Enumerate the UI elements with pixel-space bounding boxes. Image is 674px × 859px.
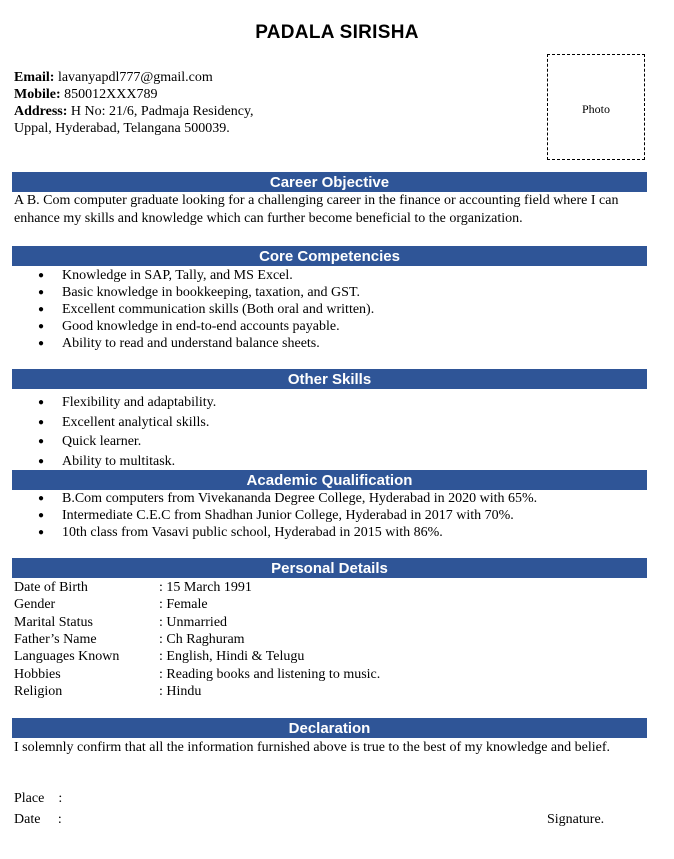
list-item	[14, 335, 374, 352]
personal-detail-row	[14, 614, 614, 631]
personal-detail-label: Religion	[14, 683, 63, 699]
personal-detail-label: Hobbies	[14, 666, 61, 682]
date-field: Date :	[14, 812, 62, 827]
email-label: Email:	[14, 70, 55, 85]
personal-detail-label: Marital Status	[14, 614, 93, 630]
personal-detail-value: : Hindu	[159, 683, 202, 699]
bullet-icon: ●	[38, 338, 45, 349]
address-line-1: H No: 21/6, Padmaja Residency,	[70, 104, 254, 119]
core-competencies-list	[14, 267, 374, 352]
personal-detail-row	[14, 683, 614, 700]
bullet-icon: ●	[38, 436, 45, 447]
list-item-text: Knowledge in SAP, Tally, and MS Excel.	[62, 268, 293, 283]
list-item-text: Ability to multitask.	[62, 453, 176, 469]
bullet-icon: ●	[38, 304, 45, 315]
bullet-icon: ●	[38, 416, 45, 428]
personal-detail-value: : English, Hindi & Telugu	[159, 649, 305, 665]
photo-label: Photo	[581, 102, 610, 116]
personal-detail-value: : Reading books and listening to music.	[159, 666, 381, 682]
career-objective-text: A B. Com computer graduate looking for a challenging career in the finance or accounting field where I can enhance my skills and knowledge which can further become beneficial to the organization.	[14, 193, 619, 226]
section-header-other-skills: Other Skills	[12, 369, 647, 389]
personal-detail-row	[14, 596, 614, 613]
list-item	[14, 318, 374, 335]
list-item-text: Flexibility and adaptability.	[62, 395, 217, 410]
list-item	[14, 393, 216, 413]
address-label: Address:	[14, 104, 68, 119]
section-header-core-competencies: Core Competencies	[12, 246, 647, 266]
declaration-text: I solemnly confirm that all the information furnished above is true to the best of my knowledge and belief.	[14, 740, 611, 755]
list-item	[14, 432, 216, 452]
list-item	[14, 452, 216, 472]
address-line-2: Uppal, Hyderabad, Telangana 500039.	[14, 121, 230, 136]
photo-placeholder	[547, 54, 645, 160]
section-header-academic-qualification: Academic Qualification	[12, 470, 647, 490]
candidate-name: PADALA SIRISHA	[255, 22, 419, 43]
list-item	[14, 490, 537, 507]
list-item	[14, 413, 216, 433]
bullet-icon: ●	[38, 270, 45, 281]
list-item-text: B.Com computers from Vivekananda Degree College, Hyderabad in 2020 with 65%.	[62, 491, 538, 506]
section-header-personal-details: Personal Details	[12, 558, 647, 578]
bullet-icon: ●	[38, 397, 45, 408]
place-field: Place :	[14, 791, 63, 806]
list-item-text: 10th class from Vasavi public school, Hyderabad in 2015 with 86%.	[62, 525, 443, 540]
list-item-text: Excellent analytical skills.	[62, 414, 210, 430]
bullet-icon: ●	[38, 527, 45, 538]
list-item	[14, 524, 537, 541]
personal-detail-value: : Unmarried	[159, 614, 228, 630]
mobile-value: 850012XXX789	[64, 87, 158, 102]
personal-detail-label: Father’s Name	[14, 631, 97, 647]
personal-detail-row	[14, 579, 614, 596]
personal-detail-label: Gender	[14, 597, 56, 613]
email-value: lavanyapdl777@gmail.com	[57, 70, 213, 85]
signature-label: Signature.	[547, 812, 605, 827]
list-item-text: Intermediate C.E.C from Shadhan Junior College, Hyderabad in 2017 with 70%.	[62, 508, 514, 523]
list-item-text: Excellent communication skills (Both oral and written).	[62, 302, 375, 317]
list-item	[14, 507, 537, 524]
list-item-text: Good knowledge in end-to-end accounts payable.	[62, 319, 340, 334]
personal-detail-value: : Ch Raghuram	[159, 631, 245, 647]
personal-detail-value: : Female	[159, 597, 208, 613]
list-item-text: Quick learner.	[62, 434, 142, 449]
personal-detail-value: : 15 March 1991	[159, 580, 252, 595]
list-item-text: Ability to read and understand balance sheets.	[62, 336, 320, 351]
section-header-declaration: Declaration	[12, 718, 647, 738]
list-item	[14, 301, 374, 318]
personal-detail-row	[14, 666, 614, 683]
bullet-icon: ●	[38, 493, 45, 504]
personal-detail-row	[14, 648, 614, 665]
bullet-icon: ●	[38, 510, 45, 521]
academic-qualification-list	[14, 490, 537, 541]
list-item-text: Basic knowledge in bookkeeping, taxation, and GST.	[62, 285, 360, 300]
personal-detail-label: Languages Known	[14, 649, 120, 665]
section-header-career-objective: Career Objective	[12, 172, 647, 192]
bullet-icon: ●	[38, 455, 45, 467]
bullet-icon: ●	[38, 287, 45, 298]
list-item	[14, 267, 374, 284]
personal-detail-label: Date of Birth	[14, 580, 88, 595]
bullet-icon: ●	[38, 321, 45, 332]
other-skills-list	[14, 393, 216, 471]
personal-detail-row	[14, 631, 614, 648]
mobile-label: Mobile:	[14, 87, 61, 102]
contact-block	[14, 69, 254, 137]
list-item	[14, 284, 374, 301]
